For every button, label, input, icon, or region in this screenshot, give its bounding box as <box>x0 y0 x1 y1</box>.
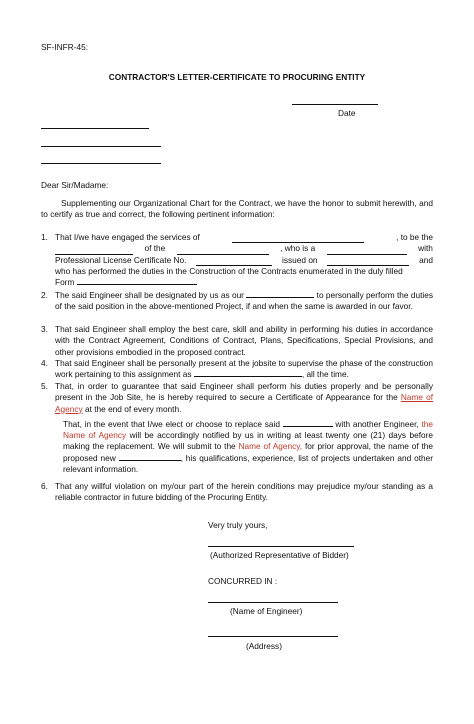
list-item-2: 2. The said Engineer shall be designated by us as our to personally perform the duties of the said position in the above-mentioned Project, if and when the same is awarded in our favor. <box>41 290 433 312</box>
signature-line-representative[interactable] <box>208 546 354 547</box>
list-item-5: 5. That, in order to guarantee that said Engineer shall perform his duties properly and be personally present in the Job Site, he is hereby required to secure a Certificate of Appearance for the Name of Agency at the end of every month. That, in the event that I/we elect or choose to replace said with another Engineer, the Name of Agency will be accordingly notified by us in writing at least twenty one (21) days before making the replacement. We will submit to the Name of Agency, for prior approval, the name of the proposed new , his qualifications, experience, list of projects undertaken and other relevant information. <box>41 381 434 475</box>
new-engineer-blank[interactable] <box>119 460 181 461</box>
salutation: Dear Sir/Madame: <box>41 180 109 190</box>
date-label: Date <box>338 108 356 118</box>
engineer-name-label: (Name of Engineer) <box>230 606 303 616</box>
list-item-3: 3. That said Engineer shall employ the best care, skill and ability in performing his duties in accordance with the Contract Agreement, Conditions of Contract, Plans, Specifications, Special Provisions, and other provisions embodied in the proposed contract. <box>41 324 433 357</box>
engineer-name-blank[interactable] <box>232 232 364 243</box>
signature-line-engineer[interactable] <box>208 602 338 603</box>
form-id: SF-INFR-45: <box>41 42 89 52</box>
item-number: 1. <box>41 232 48 242</box>
page-title: CONTRACTOR'S LETTER-CERTIFICATE TO PROCURING ENTITY <box>108 72 366 82</box>
addressee-line-3[interactable] <box>41 163 161 164</box>
assignment-blank[interactable] <box>194 376 302 377</box>
position-blank[interactable] <box>55 243 133 254</box>
agency-name-placeholder: the Name of Agency <box>63 418 433 441</box>
address-line[interactable] <box>208 636 338 637</box>
agency-name-placeholder: Name of Agency <box>55 392 434 414</box>
replaced-engineer-blank[interactable] <box>283 426 333 427</box>
form-number-blank[interactable] <box>77 284 197 285</box>
addressee-line-2[interactable] <box>41 146 161 147</box>
intro-paragraph: Supplementing our Organizational Chart for the Contract, we have the honor to submit herewith, and to certify as true and correct, the following pertinent information: <box>41 198 433 220</box>
closing: Very truly yours, <box>208 520 268 530</box>
replacement-paragraph: That, in the event that I/we elect or choose to replace said with another Engineer, the Name of Agency will be accordingly notified by us in writing at least twenty one (21) days before making the replacement. We will submit to the Name of Agency, for prior approval, the name of the proposed new , his qualifications, experience, list of projects undertaken and other relevant information. <box>63 418 433 475</box>
profession-blank[interactable] <box>327 243 407 254</box>
addressee-line-1[interactable] <box>41 128 149 129</box>
issue-date-blank[interactable] <box>327 255 409 266</box>
list-item-6: 6. That any willful violation on my/our part of the herein conditions may prejudice my/our standing as a reliable contractor in future bidding of the Procuring Entity. <box>41 481 433 503</box>
address-label: (Address) <box>246 641 282 651</box>
date-line[interactable] <box>292 104 378 105</box>
concurred-label: CONCURRED IN : <box>208 576 278 586</box>
firm-blank[interactable] <box>177 243 269 254</box>
license-number-blank[interactable] <box>196 255 272 266</box>
agency-name-placeholder: Name of Agency, <box>238 441 303 452</box>
authorized-representative-label: (Authorized Representative of Bidder) <box>210 550 349 560</box>
list-item-4: 4. That said Engineer shall be personally present at the jobsite to supervise the phase of the construction work pertaining to this assignment as , all the time. <box>41 358 433 380</box>
list-item-1: 1. That I/we have engaged the services of , to be the of the , who is a with Professional License Certificate No. issued on and who has performed the duties in the Construction of the Contracts enumerated in the duly filled Form <box>41 232 433 288</box>
designation-blank[interactable] <box>246 297 314 298</box>
